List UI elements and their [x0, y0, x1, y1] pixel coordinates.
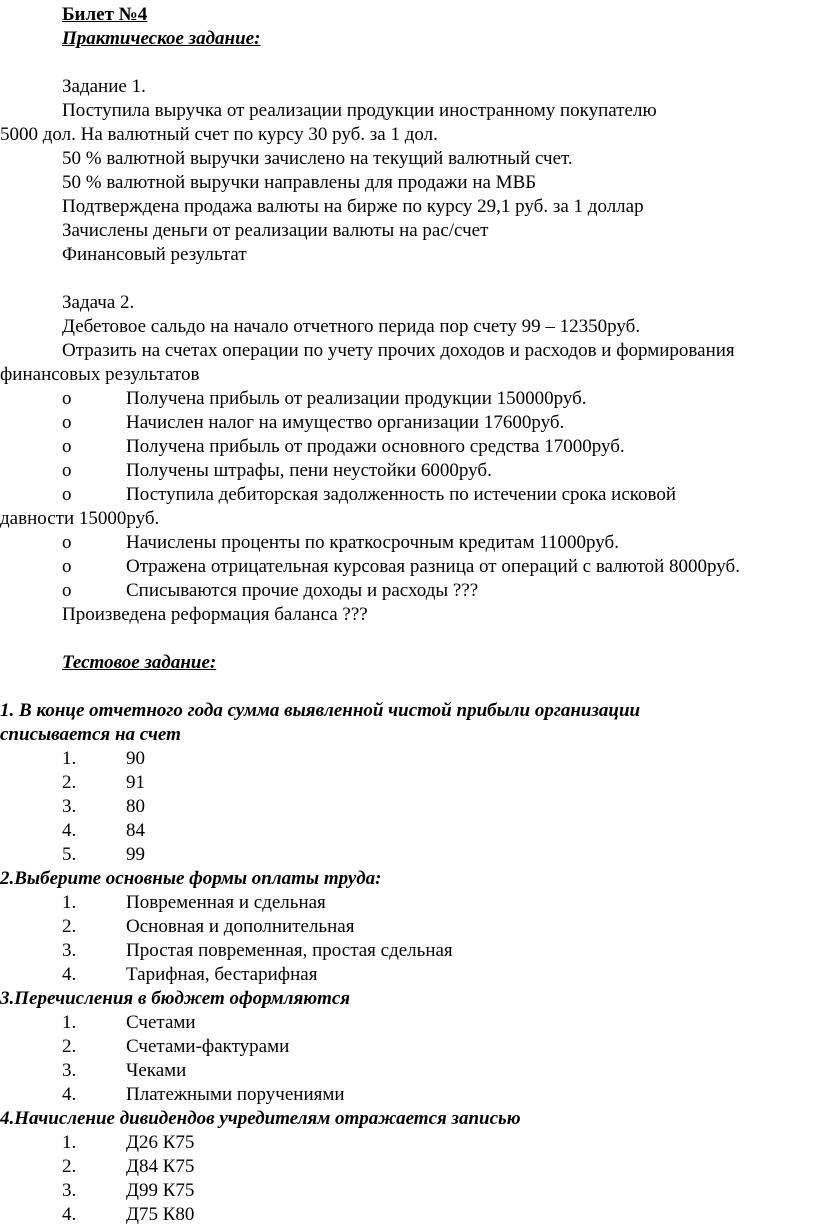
option-number: 5. — [62, 844, 77, 865]
option-number: 4. — [62, 1084, 77, 1105]
question-text: 2.Выберите основные формы оплаты труда: — [0, 868, 382, 889]
list-item — [0, 483, 816, 507]
option-text: Д75 К80 — [126, 1204, 195, 1225]
list-item-text: Получена прибыль от продажи основного средства 17000руб. — [126, 436, 625, 457]
task1-item: 50 % валютной выручки направлены для продажи на МВБ — [62, 172, 537, 193]
task2-line2: Отразить на счетах операции по учету прочих доходов и расходов и формирования — [62, 340, 735, 361]
question-text-cont: списывается на счет — [0, 724, 181, 745]
option-number: 3. — [62, 940, 77, 961]
list-item-text: Поступила дебиторская задолженность по истечении срока исковой — [126, 484, 677, 505]
answer-option — [0, 1155, 816, 1179]
answer-option — [0, 1203, 816, 1227]
list-item-text: Получены штрафы, пени неустойки 6000руб. — [126, 460, 492, 481]
task1-item: 50 % валютной выручки зачислено на текущий валютный счет. — [62, 148, 573, 169]
task2-final: Произведена реформация баланса ??? — [62, 604, 368, 625]
list-item-text: Начислен налог на имущество организации 17600руб. — [126, 412, 565, 433]
bullet-marker: o — [62, 436, 72, 457]
option-number: 1. — [62, 1132, 77, 1153]
task2-heading: Задача 2. — [62, 292, 135, 313]
list-item — [0, 435, 816, 459]
option-number: 2. — [62, 1036, 77, 1057]
option-number: 4. — [62, 820, 77, 841]
answer-option — [0, 1035, 816, 1059]
task1-line1-cont: 5000 дол. На валютный счет по курсу 30 руб. за 1 дол. — [0, 124, 438, 145]
list-item-text: Списываются прочие доходы и расходы ??? — [126, 580, 479, 601]
option-number: 3. — [62, 1060, 77, 1081]
option-text: Счетами-фактурами — [126, 1036, 290, 1057]
task1-item: Финансовый результат — [62, 244, 247, 265]
answer-option — [0, 843, 816, 867]
answer-option — [0, 891, 816, 915]
answer-option — [0, 915, 816, 939]
question-text: 3.Перечисления в бюджет оформляются — [0, 988, 351, 1009]
practical-heading: Практическое задание: — [62, 28, 261, 49]
list-item — [0, 459, 816, 483]
option-number: 2. — [62, 916, 77, 937]
option-number: 2. — [62, 1156, 77, 1177]
option-text: 91 — [126, 772, 145, 793]
list-item-text: Отражена отрицательная курсовая разница от операций с валютой 8000руб. — [126, 556, 740, 577]
bullet-marker: o — [62, 460, 72, 481]
bullet-marker: o — [62, 532, 72, 553]
answer-option — [0, 1083, 816, 1107]
answer-option — [0, 963, 816, 987]
option-text: Простая повременная, простая сдельная — [126, 940, 453, 961]
bullet-marker: o — [62, 556, 72, 577]
list-item-text: Начислены проценты по краткосрочным кредитам 11000руб. — [126, 532, 619, 553]
option-text: Д26 К75 — [126, 1132, 195, 1153]
spacer — [0, 267, 816, 291]
list-item — [0, 531, 816, 555]
option-text: 90 — [126, 748, 145, 769]
option-text: Тарифная, бестарифная — [126, 964, 318, 985]
answer-option — [0, 1011, 816, 1035]
task2-line1: Дебетовое сальдо на начало отчетного перида пор счету 99 – 12350руб. — [62, 316, 641, 337]
option-text: Платежными поручениями — [126, 1084, 345, 1105]
bullet-marker: o — [62, 388, 72, 409]
option-number: 3. — [62, 796, 77, 817]
bullet-marker: o — [62, 412, 72, 433]
option-number: 2. — [62, 772, 77, 793]
answer-option — [0, 1179, 816, 1203]
task1-item: Подтверждена продажа валюты на бирже по курсу 29,1 руб. за 1 доллар — [62, 196, 644, 217]
option-number: 4. — [62, 964, 77, 985]
answer-option — [0, 1131, 816, 1155]
question-text: 4.Начисление дивидендов учредителям отражается записью — [0, 1108, 521, 1129]
answer-option — [0, 795, 816, 819]
spacer — [0, 51, 816, 75]
spacer — [0, 675, 816, 699]
answer-option — [0, 747, 816, 771]
answer-option — [0, 771, 816, 795]
list-item — [0, 555, 816, 579]
list-item-text: Получена прибыль от реализации продукции 150000руб. — [126, 388, 587, 409]
task2-line2-cont: финансовых результатов — [0, 364, 200, 385]
option-number: 1. — [62, 1012, 77, 1033]
option-text: Повременная и сдельная — [126, 892, 326, 913]
answer-option — [0, 939, 816, 963]
option-text: 84 — [126, 820, 145, 841]
answer-option — [0, 1059, 816, 1083]
test-heading: Тестовое задание: — [62, 652, 217, 673]
option-text: Основная и дополнительная — [126, 916, 355, 937]
option-text: Счетами — [126, 1012, 196, 1033]
bullet-marker: o — [62, 580, 72, 601]
list-item — [0, 387, 816, 411]
option-number: 1. — [62, 748, 77, 769]
task1-line1: Поступила выручка от реализации продукции иностранному покупателю — [62, 100, 657, 121]
option-text: 80 — [126, 796, 145, 817]
answer-option — [0, 819, 816, 843]
bullet-marker: o — [62, 484, 72, 505]
task1-item: Зачислены деньги от реализации валюты на рас/счет — [62, 220, 489, 241]
ticket-title: Билет №4 — [62, 4, 148, 25]
list-item — [0, 411, 816, 435]
option-text: Чеками — [126, 1060, 187, 1081]
spacer — [0, 627, 816, 651]
option-number: 3. — [62, 1180, 77, 1201]
list-item — [0, 579, 816, 603]
option-text: Д84 К75 — [126, 1156, 195, 1177]
option-text: 99 — [126, 844, 145, 865]
task1-heading: Задание 1. — [62, 76, 146, 97]
option-number: 4. — [62, 1204, 77, 1225]
option-number: 1. — [62, 892, 77, 913]
option-text: Д99 К75 — [126, 1180, 195, 1201]
question-text: 1. В конце отчетного года сумма выявленной чистой прибыли организации — [0, 700, 641, 721]
list-item-text-cont: давности 15000руб. — [0, 508, 160, 529]
